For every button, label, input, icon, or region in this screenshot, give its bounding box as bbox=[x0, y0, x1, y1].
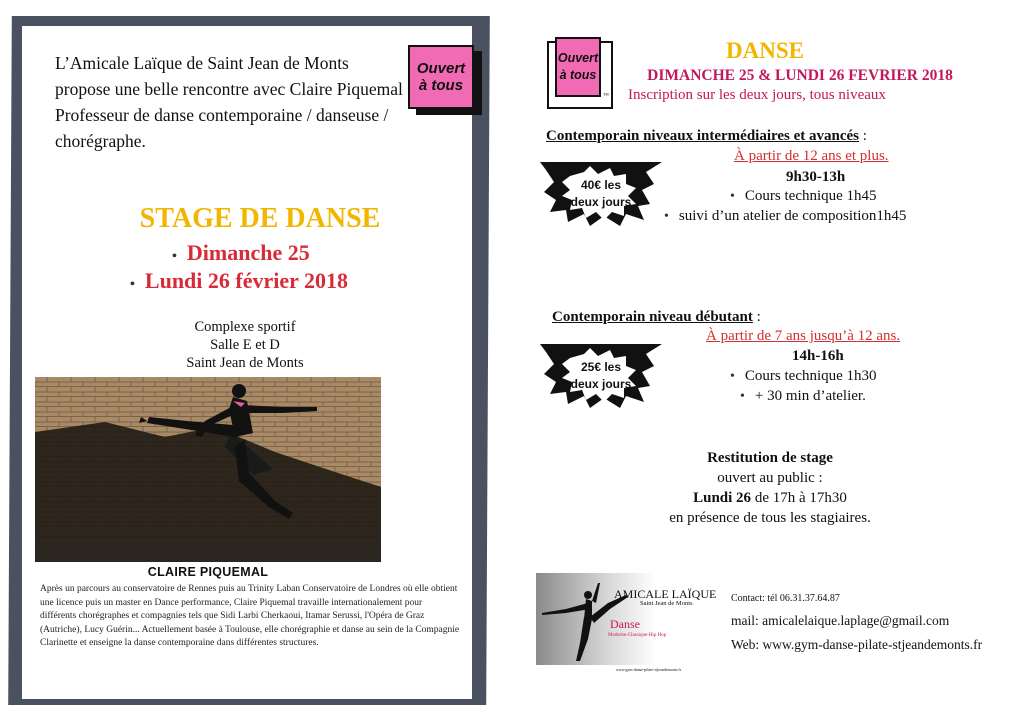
badge-line2: à tous bbox=[418, 77, 464, 94]
photo-caption: CLAIRE PIQUEMAL bbox=[147, 565, 269, 579]
advanced-time: 9h30-13h bbox=[786, 169, 846, 185]
venue-line: Complexe sportif bbox=[194, 319, 296, 335]
intro-text: L’Amicale Laïque de Saint Jean de Monts propose une belle rencontre avec Claire Piquemal Professeur de danse contemporaine / danseuse / chorégraphe. bbox=[55, 53, 403, 151]
advanced-item: • suivi d’un atelier de composition1h45 bbox=[664, 208, 907, 224]
badge-line1: Ouvert bbox=[416, 60, 466, 77]
beginner-item: • Cours technique 1h30 bbox=[730, 368, 877, 384]
restitution-presence: en présence de tous les stagiaires. bbox=[669, 510, 871, 526]
price-advanced-line2: deux jours bbox=[570, 195, 632, 209]
price-burst-advanced bbox=[540, 162, 662, 226]
logo-name: AMICALE LAÏQUE bbox=[614, 587, 717, 601]
stage-title: STAGE DE DANSE bbox=[139, 203, 381, 234]
beginner-age: À partir de 7 ans jusqu’à 12 ans. bbox=[706, 328, 901, 344]
restitution-block bbox=[620, 448, 920, 528]
danse-dates: DIMANCHE 25 & LUNDI 26 FEVRIER 2018 bbox=[647, 67, 953, 84]
venue-line: Saint Jean de Monts bbox=[186, 355, 304, 371]
logo-danse: Danse bbox=[610, 617, 640, 631]
contact-website[interactable]: Web: www.gym-danse-pilate-stjeandemonts.fr bbox=[731, 637, 983, 652]
inscription-note: Inscription sur les deux jours, tous niveaux bbox=[628, 87, 886, 103]
contact-phone: Contact: tél 06.31.37.64.87 bbox=[731, 593, 840, 604]
logo-danse-sub: Moderne-Classique-Hip Hop bbox=[608, 633, 667, 638]
badge-right-line1: Ouvert bbox=[557, 51, 599, 65]
biography: Après un parcours au conservatoire de Rennes puis au Trinity Laban Conservatoire de Londres où elle obtient une licence puis un master en Dance performance, Claire Piquemal travaille internationalement pour différents chorégraphes et compagnies tels que Sidi Larbi Cherkaoui, Itamar Serussi, l'Opéra de Graz (Autriche), Lucy Guérin... Actuellement basée à Toulouse, elle chorégraphie et danse au sein de la Compagnie Clarinette et enseigne la danse contemporaine dans différentes structures. bbox=[40, 584, 460, 649]
amicale-logo bbox=[536, 573, 720, 673]
restitution-public: ouvert au public : bbox=[717, 470, 823, 486]
advanced-heading: Contemporain niveaux intermédiaires et avancés : bbox=[546, 128, 867, 144]
restitution-title: Restitution de stage bbox=[707, 450, 833, 466]
beginner-item: • + 30 min d’atelier. bbox=[740, 388, 866, 404]
price-beginner-line1: 25€ les bbox=[580, 360, 622, 374]
venue bbox=[150, 318, 340, 372]
beginner-heading: Contemporain niveau débutant : bbox=[552, 309, 761, 325]
advanced-age: À partir de 12 ans et plus. bbox=[734, 148, 889, 164]
date-sunday: • Dimanche 25 bbox=[172, 240, 310, 265]
price-advanced-line1: 40€ les bbox=[580, 178, 622, 192]
beginner-time: 14h-16h bbox=[792, 348, 844, 364]
advanced-item: • Cours technique 1h45 bbox=[730, 188, 877, 204]
logo-url: www.gym-danse-pilate-stjeandemonts.fr bbox=[616, 667, 682, 672]
trademark-mark: ™ bbox=[603, 93, 609, 99]
badge-right-line2: à tous bbox=[559, 68, 597, 82]
price-beginner-line2: deux jours bbox=[570, 377, 632, 391]
restitution-time: Lundi 26 de 17h à 17h30 bbox=[693, 490, 847, 506]
venue-line: Salle E et D bbox=[210, 337, 280, 353]
open-to-all-badge bbox=[408, 45, 482, 117]
dancer-photo bbox=[35, 377, 381, 562]
contact-email[interactable]: mail: amicalelaique.laplage@gmail.com bbox=[731, 613, 950, 628]
danse-title: DANSE bbox=[726, 38, 804, 63]
price-burst-beginner bbox=[540, 344, 662, 408]
date-monday: • Lundi 26 février 2018 bbox=[130, 268, 348, 293]
logo-town: Saint Jean de Monts bbox=[640, 600, 693, 607]
